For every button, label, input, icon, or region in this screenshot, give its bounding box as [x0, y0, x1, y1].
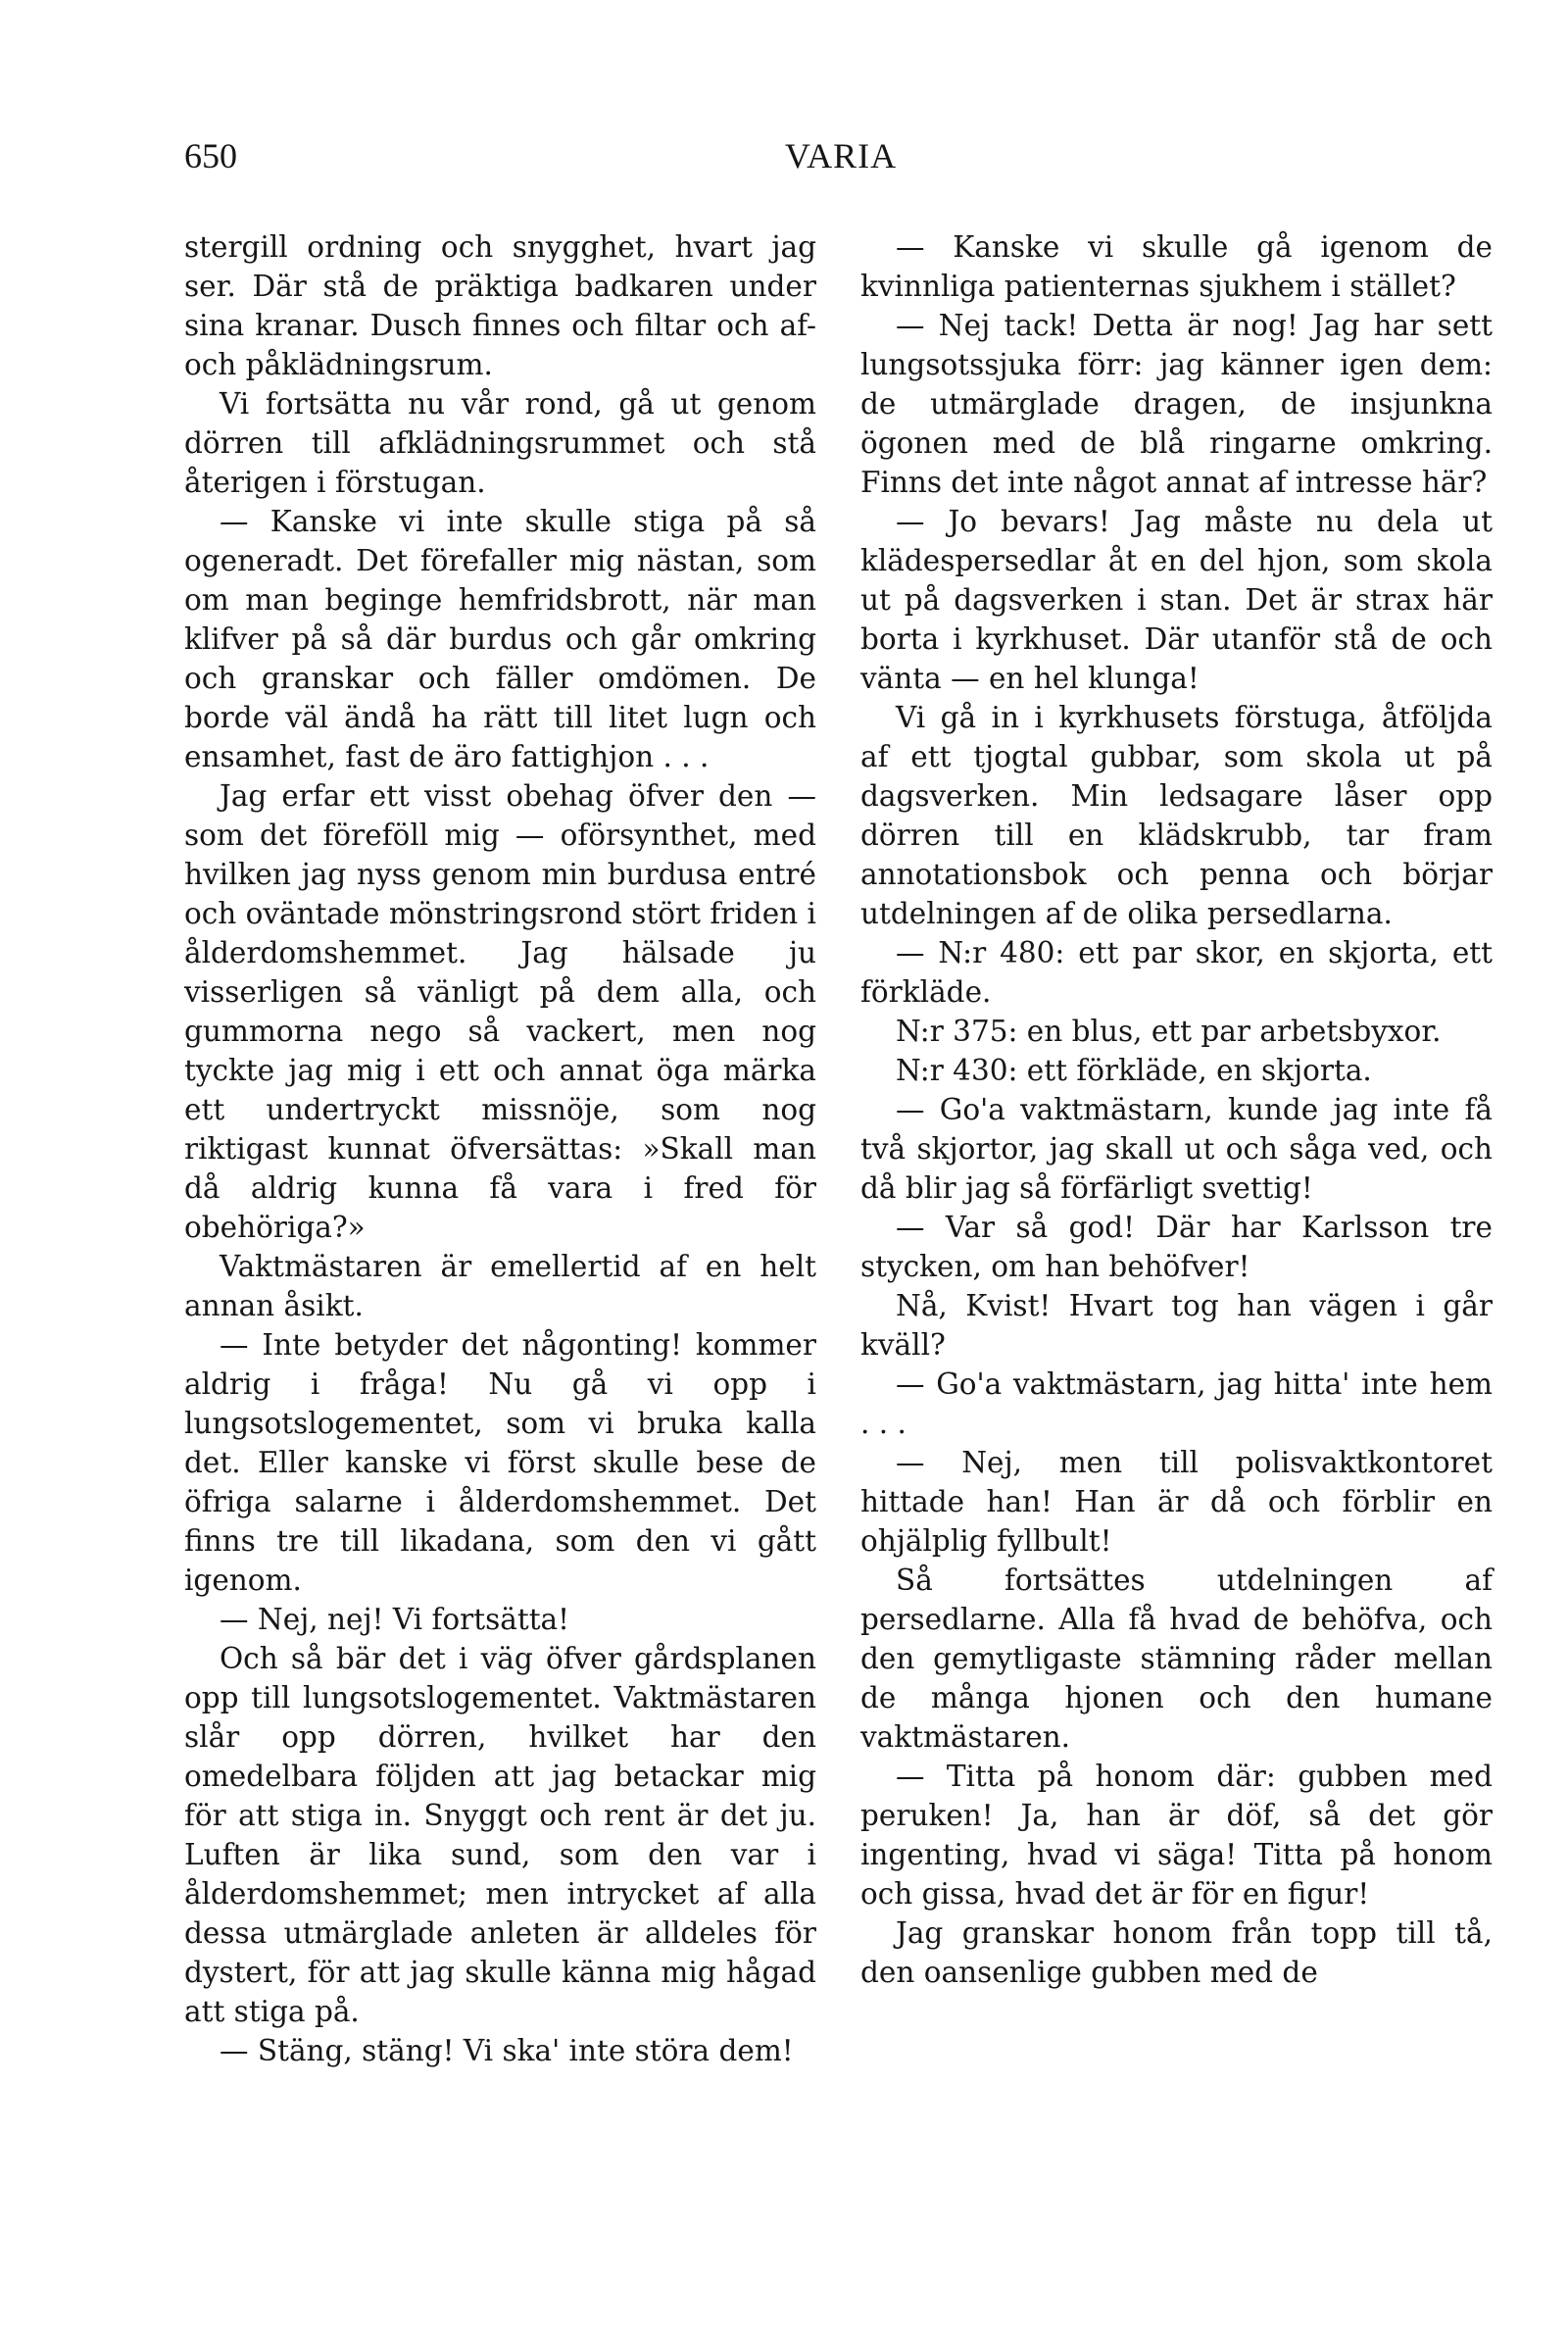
- paragraph: — Go'a vaktmästarn, kunde jag inte få två skjortor, jag skall ut och såga ved, och då blir jag så förfärligt svettig!: [860, 1093, 1493, 1205]
- paragraph: — Stäng, stäng! Vi ska' inte störa dem!: [220, 2034, 794, 2067]
- paragraph: N:r 430: ett förkläde, en skjorta.: [896, 1054, 1372, 1087]
- paragraph: Så fortsättes utdelningen af persedlarne. Alla få hvad de behöfva, och den gemytligaste stämning råder mellan de många hjonen och den humane vaktmästaren.: [860, 1564, 1493, 1754]
- paragraph: Vaktmästaren är emellertid af en helt annan åsikt.: [184, 1250, 816, 1322]
- paragraph: — N:r 480: ett par skor, en skjorta, ett förkläde.: [860, 936, 1493, 1009]
- paragraph: — Jo bevars! Jag måste nu dela ut klädespersedlar åt en del hjon, som skola ut på dagsverken i stan. Det är strax här borta i kyrkhuset. Där utanför stå de och vänta — en hel klunga!: [860, 505, 1493, 695]
- right-text-column: [860, 227, 1493, 1992]
- paragraph: Jag granskar honom från topp till tå, den oansenlige gubben med de: [860, 1916, 1493, 1989]
- paragraph: — Nej, men till polisvaktkontoret hittade han! Han är då och förblir en ohjälplig fyllbult!: [860, 1446, 1493, 1558]
- paragraph: — Inte betyder det någonting! kommer aldrig i fråga! Nu gå vi opp i lungsotslogementet, som vi bruka kalla det. Eller kanske vi först skulle bese de öfriga salarne i ålderdomshemmet. Det finns tre till likadana, som den vi gått igenom.: [184, 1328, 816, 1597]
- paragraph: — Kanske vi inte skulle stiga på så ogeneradt. Det förefaller mig nästan, som om man beginge hemfridsbrott, när man klifver på så där burdus och går omkring och granskar och fäller omdömen. De borde väl ändå ha rätt till litet lugn och ensamhet, fast de äro fattighjon . . .: [184, 505, 816, 773]
- paragraph: — Titta på honom där: gubben med peruken! Ja, han är döf, så det gör ingenting, hvad vi säga! Titta på honom och gissa, hvad det är för en figur!: [860, 1760, 1493, 1911]
- left-text-column: [184, 227, 816, 2070]
- running-title: VARIA: [784, 136, 898, 175]
- paragraph: Vi gå in i kyrkhusets förstuga, åtföljda af ett tjogtal gubbar, som skola ut på dagsverken. Min ledsagare låser opp dörren till en klädskrubb, tar fram annotationsbok och penna och börjar utdelningen af de olika persedlarna.: [860, 701, 1493, 930]
- paragraph: N:r 375: en blus, ett par arbetsbyxor.: [896, 1015, 1442, 1048]
- paragraph: — Kanske vi skulle gå igenom de kvinnliga patienternas sjukhem i stället?: [860, 230, 1493, 303]
- paragraph: — Go'a vaktmästarn, jag hitta' inte hem . . .: [860, 1367, 1493, 1440]
- paragraph: Vi fortsätta nu vår rond, gå ut genom dörren till afklädningsrummet och stå återigen i förstugan.: [184, 387, 816, 499]
- paragraph: — Nej, nej! Vi fortsätta!: [220, 1603, 569, 1636]
- paragraph: — Nej tack! Detta är nog! Jag har sett lungsotssjuka förr: jag känner igen dem: de utmärglade dragen, de insjunkna ögonen med de blå ringarne omkring. Finns det inte något annat af intresse här?: [860, 309, 1493, 499]
- paragraph: — Var så god! Där har Karlsson tre stycken, om han behöfver!: [860, 1211, 1493, 1283]
- paragraph: stergill ordning och snygghet, hvart jag ser. Där stå de präktiga badkaren under sina kranar. Dusch finnes och filtar och af- och påklädningsrum.: [184, 230, 816, 381]
- paragraph: Nå, Kvist! Hvart tog han vägen i går kväll?: [860, 1289, 1493, 1362]
- paragraph: Och så bär det i väg öfver gårdsplanen opp till lungsotslogementet. Vaktmästaren slår opp dörren, hvilket har den omedelbara följden att jag betackar mig för att stiga in. Snyggt och rent är det ju. Luften är lika sund, som den var i ålderdomshemmet; men intrycket af alla dessa utmärglade anleten är alldeles för dystert, för att jag skulle känna mig hågad att stiga på.: [184, 1642, 816, 2028]
- page-header: [184, 135, 1497, 194]
- page-number: 650: [184, 136, 237, 175]
- paragraph: Jag erfar ett visst obehag öfver den — som det föreföll mig — oförsynthet, med hvilken jag nyss genom min burdusa entré och oväntade mönstringsrond stört friden i ålderdomshemmet. Jag hälsade ju visserligen så vänligt på dem alla, och gummorna nego så vackert, men nog tyckte jag mig i ett och annat öga märka ett undertryckt missnöje, som nog riktigast kunnat öfversättas: »Skall man då aldrig kunna få vara i fred för obehöriga?»: [184, 779, 816, 1244]
